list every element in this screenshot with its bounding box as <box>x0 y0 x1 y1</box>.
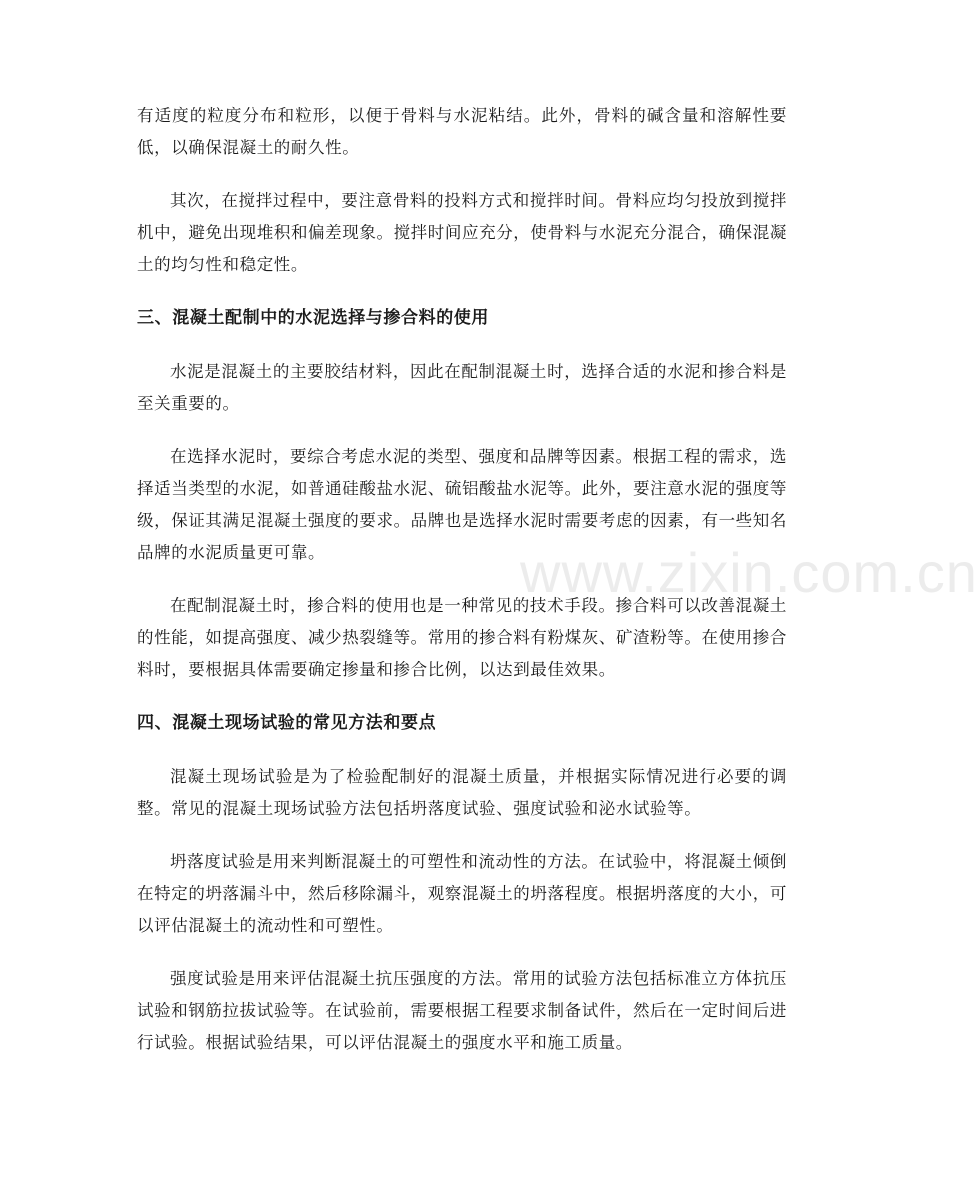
paragraph: 其次，在搅拌过程中，要注意骨料的投料方式和搅拌时间。骨料应均匀投放到搅拌机中，避免出现堆积和偏差现象。搅拌时间应充分，使骨料与水泥充分混合，确保混凝土的均匀性和稳定性。 <box>137 191 787 274</box>
paragraph-continued: 有适度的粒度分布和粒形，以便于骨料与水泥粘结。此外，骨料的碱含量和溶解性要低，以确保混凝土的耐久性。 <box>137 106 787 157</box>
paragraph: 强度试验是用来评估混凝土抗压强度的方法。常用的试验方法包括标准立方体抗压试验和钢筋拉拔试验等。在试验前，需要根据工程要求制备试件，然后在一定时间后进行试验。根据试验结果，可以评估混凝土的强度水平和施工质量。 <box>137 969 787 1052</box>
paragraph: 在配制混凝土时，掺合料的使用也是一种常见的技术手段。掺合料可以改善混凝土的性能，如提高强度、减少热裂缝等。常用的掺合料有粉煤灰、矿渣粉等。在使用掺合料时，要根据具体需要确定掺量和掺合比例，以达到最佳效果。 <box>137 596 787 679</box>
section-heading-3: 三、混凝土配制中的水泥选择与掺合料的使用 <box>137 308 489 328</box>
paragraph: 在选择水泥时，要综合考虑水泥的类型、强度和品牌等因素。根据工程的需求，选择适当类型的水泥，如普通硅酸盐水泥、硫铝酸盐水泥等。此外，要注意水泥的强度等级，保证其满足混凝土强度的要求。品牌也是选择水泥时需要考虑的因素，有一些知名品牌的水泥质量更可靠。 <box>137 447 787 562</box>
watermark: www.zixin.com.cn <box>520 541 978 604</box>
paragraph: 水泥是混凝土的主要胶结材料，因此在配制混凝土时，选择合适的水泥和掺合料是至关重要的。 <box>137 362 787 413</box>
document-body <box>137 100 787 1080</box>
section-heading-4: 四、混凝土现场试验的常见方法和要点 <box>137 713 437 733</box>
paragraph: 混凝土现场试验是为了检验配制好的混凝土质量，并根据实际情况进行必要的调整。常见的混凝土现场试验方法包括坍落度试验、强度试验和泌水试验等。 <box>137 767 787 818</box>
paragraph: 坍落度试验是用来判断混凝土的可塑性和流动性的方法。在试验中，将混凝土倾倒在特定的坍落漏斗中，然后移除漏斗，观察混凝土的坍落程度。根据坍落度的大小，可以评估混凝土的流动性和可塑性。 <box>137 852 787 935</box>
